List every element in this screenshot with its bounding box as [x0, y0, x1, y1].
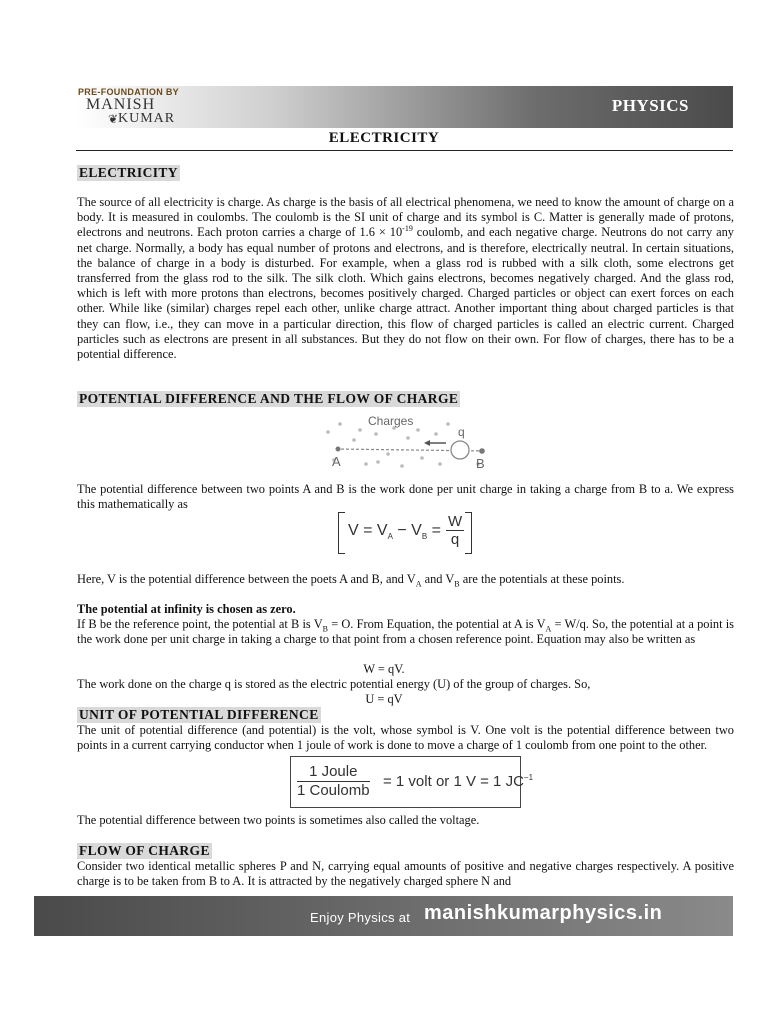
point-a-icon [336, 447, 341, 452]
point-b-icon [479, 448, 485, 454]
page-footer [34, 896, 733, 936]
page-title: ELECTRICITY [328, 130, 440, 146]
section-heading-potential-difference: POTENTIAL DIFFERENCE AND THE FLOW OF CHARGE [79, 391, 459, 406]
diagram-label-q: q [458, 425, 465, 439]
paragraph-potentials: Here, V is the potential difference between the poets A and B, and $V_A$ and $V_B$ are the potentials at these points. [77, 572, 625, 589]
formula-potential-difference: $V = V_A - V_B$ = $\frac{W}{q}$ [338, 512, 472, 552]
paragraph-definition: The potential difference between two points A and B is the work done per unit charge in taking a charge from B to a. We express this mathematically as [77, 482, 734, 512]
footer-website: manishkumarphysics.in [424, 902, 663, 924]
formula-volt-definition: 1 Joule 1 Coulomb = 1 volt or 1 V = 1 $JC^{-1}$ [290, 756, 521, 808]
paragraph-potential-energy: The work done on the charge q is stored as the electric potential energy (U) of the group of charges. So, [77, 677, 591, 691]
section-heading-electricity: ELECTRICITY [79, 165, 178, 180]
paragraph-volt: The unit of potential difference (and potential) is the volt, whose symbol is V. One volt is the potential difference between two points in a current carrying conductor when 1 joule of work is done to move a charge of 1 coulomb from one point to the other. [77, 723, 734, 753]
brand-logo [78, 86, 208, 128]
logo-name-last: KUMAR [118, 111, 176, 126]
statement-infinity: The potential at infinity is chosen as zero. [77, 602, 296, 616]
section-heading-flow: FLOW OF CHARGE [79, 843, 210, 858]
paragraph-charge: The source of all electricity is charge. As charge is the basis of all electrical phenomena, we need to know the amount of charge on a body. It is measured in coulombs. The coulomb is the SI unit of charge and its symbol is C. Matter is generally made of protons, electrons and neutrons. Each proton carries a charge of $1.6 \times 10^{-19}$ coulomb, and each negative charge. Neutrons do not carry any net charge. Normally, a body has equal number of protons and electrons, and is therefore, electrically neutral. In certain situations, the balance of charge in a body is disturbed. For example, when a glass rod is rubbed with a silk cloth, some electrons get transferred from the glass rod to the silk. The silk cloth. Which gains electrons, becomes negatively charged. And the glass rod, which is left with more protons than electrons, becomes positively charged. Charged particles or object can exert forces on each other. While like (similar) charges repel each other, unlike charge attract. Another important thing about charged particles is that they can flow, i.e., they can move in a particular direction, this flow of charged particles is called an electric current. Charged particles such as electrons are present in all substances. But they do not flow on their own. For flow of charges, there has to be a potential difference. [77, 195, 734, 362]
equation-energy: U = qV [365, 692, 403, 706]
subject-label: PHYSICS [611, 96, 689, 115]
diagram-label-charges: Charges [368, 414, 414, 428]
title-divider [76, 150, 733, 151]
equation-work: W = qV. [363, 662, 405, 676]
logo-tagline: PRE-FOUNDATION BY [78, 87, 179, 97]
diagram-label-a: A [332, 454, 341, 469]
section-heading-unit: UNIT OF POTENTIAL DIFFERENCE [79, 707, 319, 722]
diagram-label-b: B [476, 456, 485, 471]
logo-name-first: MANISH [86, 96, 156, 113]
test-charge-icon [451, 441, 469, 459]
paragraph-reference-point: If B be the reference point, the potential at B is $V_B = O$. From Equation, the potential at A is $V_A = W/q$. So, the potential at a point is the work done per unit charge in taking a charge to that point from a chosen reference point. Equation may also be written as [77, 617, 734, 647]
charges-diagram [318, 410, 508, 472]
paragraph-voltage: The potential difference between two points is sometimes also called the voltage. [77, 813, 480, 827]
paragraph-spheres: Consider two identical metallic spheres P and N, carrying equal amounts of positive and negative charges respectively. A positive charge is to be taken from B to A. It is attracted by the negatively charged sphere N and [77, 859, 734, 889]
logo-mark-icon: ❦ [108, 112, 119, 126]
page-header [76, 86, 733, 128]
footer-tagline: Enjoy Physics at [310, 910, 411, 925]
